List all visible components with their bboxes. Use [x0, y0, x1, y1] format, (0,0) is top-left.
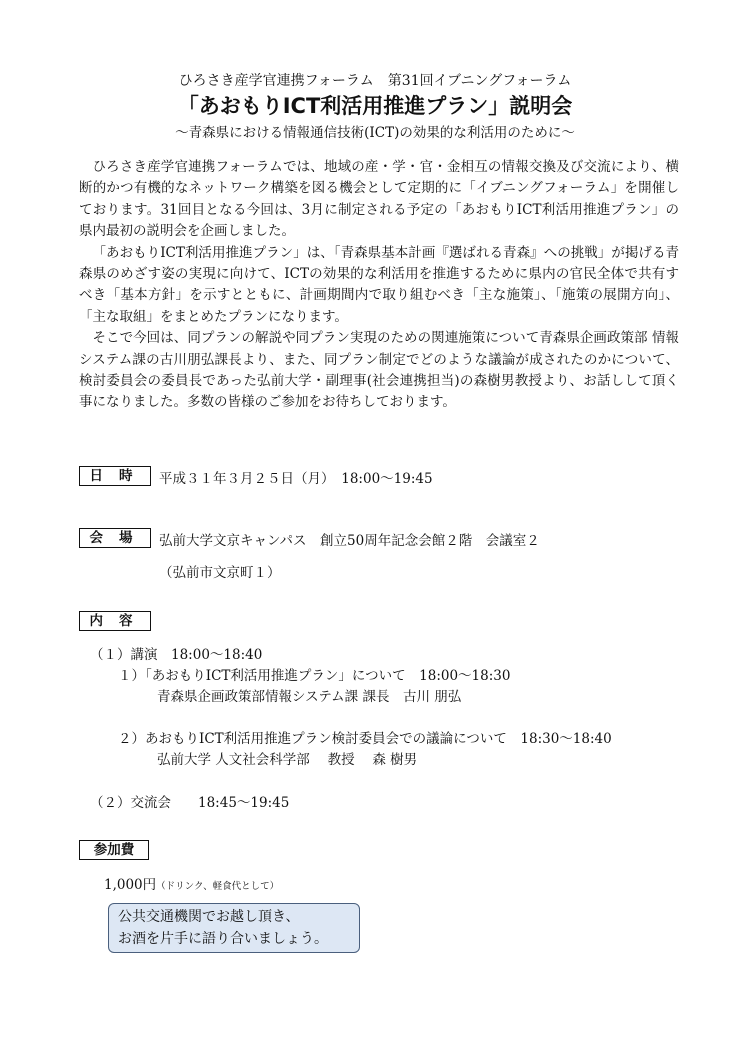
datetime-label: 日時 — [79, 466, 151, 486]
venue-address: （弘前市文京町１） — [159, 565, 281, 581]
fee-line — [104, 873, 279, 893]
intro-paragraph-1: ひろさき産学官連携フォーラムでは、地域の産・学・官・金相互の情報交換及び交流により、横断的かつ有機的なネットワーク構築を図る機会として定期的に「イブニングフォーラム」を開催しております。31回目となる今回は、3月に制定される予定の「あおもりICT利活用推進プラン」の県内最初の説明会を企画しました。 — [79, 159, 679, 240]
talk1-speaker: 青森県企画政策部情報システム課 課長 古川 朋弘 — [157, 689, 462, 705]
callout-box — [108, 903, 360, 953]
venue-label: 会場 — [79, 528, 151, 548]
forum-series-heading: ひろさき産学官連携フォーラム 第31回イブニングフォーラム — [178, 73, 572, 89]
fee-amount: 1,000円 — [104, 877, 157, 893]
venue-value: 弘前大学文京キャンパス 創立50周年記念会館２階 会議室２ — [159, 533, 540, 549]
fee-note: （ドリンク、軽食代として） — [156, 881, 280, 892]
callout-line-2: お酒を片手に語り合いましょう。 — [118, 931, 328, 947]
intro-text — [79, 157, 679, 414]
social-heading: （２）交流会 18:45～19:45 — [90, 795, 290, 811]
page-subtitle: ～青森県における情報通信技術(ICT)の効果的な利活用のために～ — [175, 125, 575, 141]
page-title: 「あおもりICT利活用推進プラン」説明会 — [177, 94, 573, 118]
callout-line-1: 公共交通機関でお越し頂き、 — [118, 909, 300, 925]
intro-paragraph-2: 「あおもりICT利活用推進プラン」は、「青森県基本計画『選ばれる青森』への挑戦」が掲げる青森県のめざす姿の実現に向けて、ICTの効果的な利活用を推進するために県内の官民全体で共有すべき「基本方針」を示すとともに、計画期間内で取り組むべき「主な施策」、「施策の展開方向」、「主な取組」をまとめたプランになります。 — [79, 244, 679, 325]
talk1-title: １）「あおもりICT利活用推進プラン」について 18:00～18:30 — [118, 668, 511, 684]
lecture-heading: （１）講演 18:00～18:40 — [90, 647, 263, 663]
intro-paragraph-3: そこで今回は、同プランの解説や同プラン実現のための関連施策について青森県企画政策部 情報システム課の古川朋弘課長より、また、同プラン制定でどのような議論が成されたのかについて、検討委員会の委員長であった弘前大学・副理事(社会連携担当)の森樹男教授より、お話しして頂く事になりました。多数の皆様のご参加をお待ちしております。 — [79, 330, 679, 411]
content-label: 内容 — [79, 611, 151, 631]
talk2-title: ２）あおもりICT利活用推進プラン検討委員会での議論について 18:30～18:40 — [118, 731, 612, 747]
datetime-value: 平成３１年３月２５日（月） 18:00～19:45 — [159, 471, 433, 487]
fee-label: 参加費 — [79, 840, 149, 860]
talk2-speaker: 弘前大学 人文社会科学部 教授 森 樹男 — [157, 752, 418, 768]
